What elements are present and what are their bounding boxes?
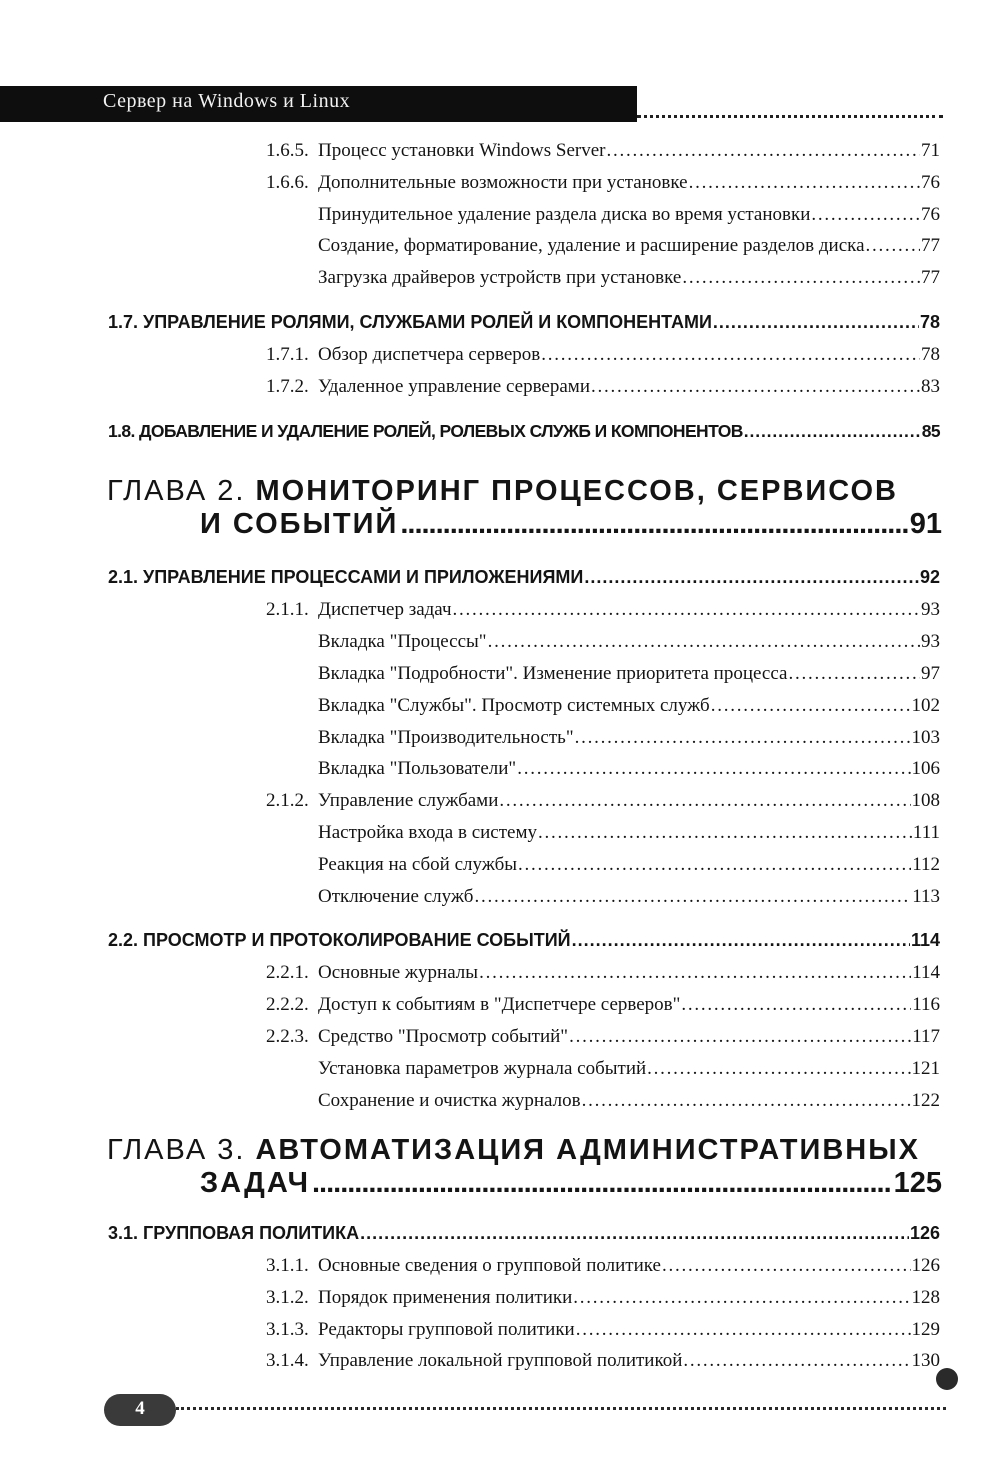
toc-entry-page: 76 <box>921 172 940 193</box>
toc-entry <box>266 140 940 162</box>
toc-entry-title: Порядок применения политики <box>318 1287 573 1308</box>
footer-dotted-rule <box>176 1407 946 1410</box>
toc-entry <box>318 235 940 257</box>
toc-entry-page: 78 <box>919 312 940 332</box>
toc-entry <box>318 822 940 844</box>
toc-leader <box>541 344 920 366</box>
chapter-label: ГЛАВА 3. <box>107 1134 246 1166</box>
toc-entry-page: 93 <box>921 631 940 652</box>
toc-entry-title: Диспетчер задач <box>318 599 452 620</box>
toc-entry <box>318 631 940 653</box>
toc-entry-number: 3.1.2. <box>266 1287 309 1308</box>
toc-leader <box>683 1350 910 1372</box>
chapter-label: ГЛАВА 2. <box>107 475 246 507</box>
toc-entry-number: 2.1.2. <box>266 790 309 811</box>
chapter-title: АВТОМАТИЗАЦИЯ АДМИНИСТРАТИВНЫХ <box>255 1134 920 1166</box>
toc-entry-page: 83 <box>921 376 940 397</box>
chapter-page: 91 <box>909 508 942 540</box>
toc-entry <box>266 962 940 984</box>
toc-leader <box>517 758 910 780</box>
toc-entry <box>266 1026 940 1048</box>
toc-leader <box>689 172 920 194</box>
toc-entry <box>318 663 940 685</box>
toc-entry-page: 113 <box>912 886 940 907</box>
toc-leader <box>713 312 919 333</box>
toc-entry-number: 2.2.1. <box>266 962 309 983</box>
toc-entry-number: 1.7.1. <box>266 344 309 365</box>
toc-entry-title: Принудительное удаление раздела диска во время установки <box>318 204 811 225</box>
toc-entry <box>318 758 940 780</box>
toc-entry <box>318 1058 940 1080</box>
toc-entry-page: 76 <box>921 204 940 225</box>
toc-entry-page: 77 <box>921 267 940 288</box>
toc-entry-title: Реакция на сбой службы <box>318 854 518 875</box>
toc-entry-number: 1.7.2. <box>266 376 309 397</box>
toc-leader <box>360 1223 909 1244</box>
toc-entry-title: Установка параметров журнала событий <box>318 1058 647 1079</box>
toc-leader <box>788 663 920 685</box>
toc-section-heading <box>108 930 940 951</box>
footer-dot-ornament <box>936 1368 958 1390</box>
toc-entry-title: Вкладка "Службы". Просмотр системных служб <box>318 695 710 716</box>
toc-entry-page: 126 <box>909 1223 940 1243</box>
toc-entry-title: Процесс установки Windows Server <box>318 140 606 161</box>
toc-entry-page: 111 <box>912 822 940 843</box>
toc-entry-page: 103 <box>911 727 940 748</box>
toc-entry-title: Редакторы групповой политики <box>318 1319 575 1340</box>
toc-entry <box>266 344 940 366</box>
toc-entry-number: 3.1.4. <box>266 1350 309 1371</box>
toc-section-heading <box>108 421 940 442</box>
toc-entry-page: 112 <box>912 854 940 875</box>
toc-leader <box>479 962 911 984</box>
chapter-title: МОНИТОРИНГ ПРОЦЕССОВ, СЕРВИСОВ <box>255 475 898 507</box>
toc-leader <box>584 567 919 588</box>
toc-entry-page: 117 <box>912 1026 940 1047</box>
chapter-title-continued: ЗАДАЧ <box>200 1167 310 1199</box>
toc-entry-number: 2.2.2. <box>266 994 309 1015</box>
toc-entry-page: 130 <box>911 1350 940 1371</box>
toc-section-heading <box>108 1223 940 1244</box>
toc-entry <box>318 695 940 717</box>
toc-entry-title: Создание, форматирование, удаление и расширение разделов диска <box>318 235 865 256</box>
toc-leader <box>312 1167 892 1200</box>
toc-leader <box>681 994 911 1016</box>
toc-entry <box>318 1090 940 1112</box>
running-header-title: Сервер на Windows и Linux <box>103 90 351 112</box>
chapter-heading-continuation <box>200 508 942 541</box>
toc-leader <box>576 1319 911 1341</box>
toc-entry <box>266 1255 940 1277</box>
toc-entry-page: 85 <box>921 421 940 441</box>
toc-section-heading <box>108 312 940 333</box>
toc-entry <box>318 267 940 289</box>
toc-entry-page: 121 <box>911 1058 940 1079</box>
chapter-heading <box>107 1134 942 1167</box>
toc-entry-title: Основные журналы <box>318 962 479 983</box>
toc-entry-title: 2.1. УПРАВЛЕНИЕ ПРОЦЕССАМИ И ПРИЛОЖЕНИЯМИ <box>108 567 584 587</box>
page-number-badge <box>104 1394 176 1426</box>
toc-entry-title: Вкладка "Процессы" <box>318 631 487 652</box>
chapter-page: 125 <box>893 1167 942 1199</box>
toc-entry-page: 92 <box>919 567 940 587</box>
toc-entry-title: Вкладка "Подробности". Изменение приоритета процесса <box>318 663 788 684</box>
toc-entry-title: Загрузка драйверов устройств при установке <box>318 267 682 288</box>
toc-leader <box>591 376 920 398</box>
toc-leader <box>474 886 911 908</box>
toc-entry-title: Отключение служб <box>318 886 474 907</box>
toc-entry <box>266 1319 940 1341</box>
toc-leader <box>866 235 920 257</box>
toc-entry <box>266 1287 940 1309</box>
toc-leader <box>573 1287 910 1309</box>
toc-entry-number: 3.1.1. <box>266 1255 309 1276</box>
toc-entry-page: 71 <box>921 140 940 161</box>
toc-leader <box>662 1255 911 1277</box>
toc-entry-number: 1.6.6. <box>266 172 309 193</box>
toc-entry-page: 93 <box>921 599 940 620</box>
toc-entry-title: Сохранение и очистка журналов <box>318 1090 581 1111</box>
toc-leader <box>518 854 911 876</box>
toc-entry-title: Вкладка "Пользователи" <box>318 758 517 779</box>
toc-entry <box>266 994 940 1016</box>
toc-leader <box>582 1090 911 1112</box>
toc-leader <box>569 1026 911 1048</box>
toc-leader <box>499 790 910 812</box>
toc-entry-page: 77 <box>921 235 940 256</box>
toc-entry <box>318 727 940 749</box>
toc-entry <box>266 172 940 194</box>
toc-entry-title: Управление службами <box>318 790 499 811</box>
toc-entry-page: 128 <box>911 1287 940 1308</box>
toc-entry <box>266 599 940 621</box>
toc-entry-page: 114 <box>910 930 940 950</box>
toc-entry <box>318 854 940 876</box>
toc-leader <box>488 631 920 653</box>
toc-leader <box>575 727 911 749</box>
toc-leader <box>400 508 907 541</box>
toc-entry-number: 1.6.5. <box>266 140 309 161</box>
toc-entry-page: 116 <box>912 994 940 1015</box>
toc-leader <box>682 267 920 289</box>
toc-leader <box>607 140 920 162</box>
toc-leader <box>711 695 911 717</box>
toc-entry-title: 1.7. УПРАВЛЕНИЕ РОЛЯМИ, СЛУЖБАМИ РОЛЕЙ И КОМПОНЕНТАМИ <box>108 312 712 332</box>
toc-entry-page: 126 <box>911 1255 940 1276</box>
toc-entry-title: Дополнительные возможности при установке <box>318 172 688 193</box>
toc-entry-title: Доступ к событиям в "Диспетчере серверов" <box>318 994 681 1015</box>
toc-entry <box>318 204 940 226</box>
toc-entry-title: 1.8. ДОБАВЛЕНИЕ И УДАЛЕНИЕ РОЛЕЙ, РОЛЕВЫХ СЛУЖБ И КОМПОНЕНТОВ <box>108 421 743 441</box>
toc-leader <box>453 599 920 621</box>
toc-leader <box>811 204 920 226</box>
toc-entry-title: 3.1. ГРУППОВАЯ ПОЛИТИКА <box>108 1223 360 1243</box>
chapter-title-continued: И СОБЫТИЙ <box>200 508 399 540</box>
toc-entry-title: Основные сведения о групповой политике <box>318 1255 661 1276</box>
toc-entry-page: 122 <box>911 1090 940 1111</box>
toc-leader <box>744 421 921 442</box>
chapter-heading <box>107 475 942 508</box>
chapter-heading-continuation <box>200 1167 942 1200</box>
toc-leader <box>538 822 912 844</box>
toc-entry-page: 106 <box>911 758 940 779</box>
toc-entry <box>266 1350 940 1372</box>
toc-entry-page: 114 <box>912 962 940 983</box>
toc-entry-page: 102 <box>911 695 940 716</box>
toc-entry-title: Средство "Просмотр событий" <box>318 1026 569 1047</box>
toc-entry-page: 78 <box>921 344 940 365</box>
toc-entry <box>266 790 940 812</box>
toc-entry-number: 2.1.1. <box>266 599 309 620</box>
toc-entry-title: Удаленное управление серверами <box>318 376 590 397</box>
toc-leader <box>572 930 910 951</box>
toc-entry-title: Управление локальной групповой политикой <box>318 1350 683 1371</box>
toc-entry-title: 2.2. ПРОСМОТР И ПРОТОКОЛИРОВАНИЕ СОБЫТИЙ <box>108 930 571 950</box>
page-number: 4 <box>135 1398 145 1419</box>
toc-entry-number: 3.1.3. <box>266 1319 309 1340</box>
toc-entry-page: 97 <box>921 663 940 684</box>
toc-leader <box>647 1058 910 1080</box>
toc-entry-page: 129 <box>911 1319 940 1340</box>
toc-entry-title: Настройка входа в систему <box>318 822 537 843</box>
toc-entry-title: Вкладка "Производительность" <box>318 727 574 748</box>
toc-entry-page: 108 <box>911 790 940 811</box>
toc-section-heading <box>108 567 940 588</box>
toc-entry <box>318 886 940 908</box>
toc-entry-number: 2.2.3. <box>266 1026 309 1047</box>
toc-entry-title: Обзор диспетчера серверов <box>318 344 541 365</box>
toc-entry <box>266 376 940 398</box>
